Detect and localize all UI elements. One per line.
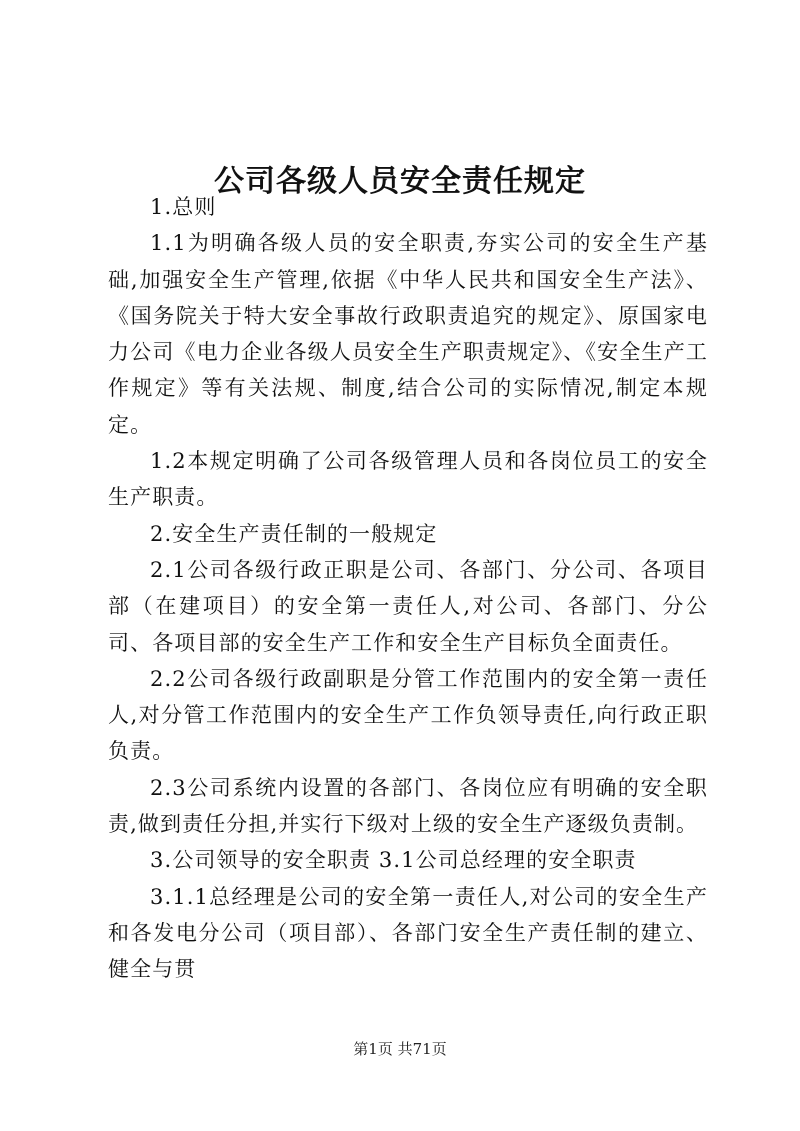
paragraph-1-1: 1.1为明确各级人员的安全职责,夯实公司的安全生产基础,加强安全生产管理,依据《中华人民共和国安全生产法》、《国务院关于特大安全事故行政职责追究的规定》、原国家电力公司《电力企业各级人员安全生产职责规定》、《安全生产工作规定》等有关法规、制度,结合公司的实际情况,制定本规定。 xyxy=(108,231,708,437)
paragraph-2-3: 2.3公司系统内设置的各部门、各岗位应有明确的安全职责,做到责任分担,并实行下级对上级的安全生产逐级负责制。 xyxy=(108,775,708,837)
paragraph-2-2: 2.2公司各级行政副职是分管工作范围内的安全第一责任人,对分管工作范围内的安全生产工作负领导责任,向行政正职负责。 xyxy=(108,666,708,764)
document-title: 公司各级人员安全责任规定 xyxy=(214,164,586,200)
paragraph-3-1-1: 3.1.1总经理是公司的安全第一责任人,对公司的安全生产和各发电分公司（项目部）、各部门安全生产责任制的建立、健全与贯 xyxy=(108,884,708,982)
section-heading-leader-duties: 3.公司领导的安全职责 3.1公司总经理的安全职责 xyxy=(150,848,637,873)
paragraph-2-1: 2.1公司各级行政正职是公司、各部门、分公司、各项目部（在建项目）的安全第一责任人,对公司、各部门、分公司、各项目部的安全生产工作和安全生产目标负全面责任。 xyxy=(108,557,708,655)
section-heading-general-rules: 2.安全生产责任制的一般规定 xyxy=(150,521,438,546)
page-number-footer: 第1页 共71页 xyxy=(353,1040,447,1058)
section-heading-general: 1.总则 xyxy=(150,195,217,219)
paragraph-1-2: 1.2本规定明确了公司各级管理人员和各岗位员工的安全生产职责。 xyxy=(108,449,708,510)
document-body xyxy=(108,189,708,988)
